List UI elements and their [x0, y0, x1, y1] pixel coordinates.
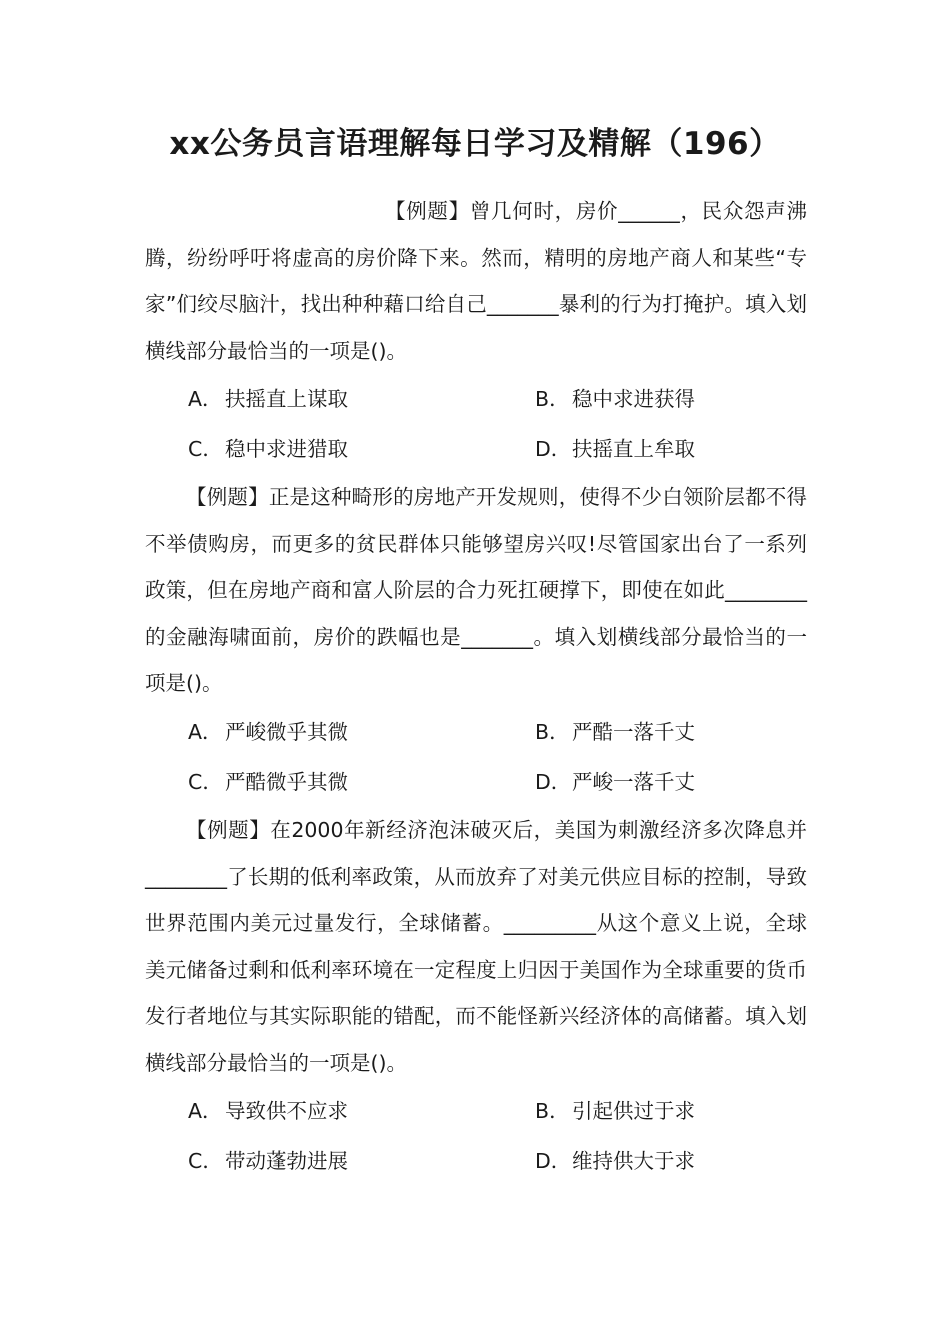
- option-letter: D．: [535, 1149, 572, 1173]
- option-letter: B．: [535, 719, 570, 744]
- option-text: 严酷微乎其微: [225, 769, 348, 794]
- question-stem: 【例题】正是这种畸形的房地产开发规则，使得不少白领阶层都不得不举债购房，而更多的贫民群体只能够望房兴叹!尽管国家出台了一系列政策，但在房地产商和富人阶层的合力死扛硬撑下，即使在如此________的金融海啸面前，房价的跌幅也是_______。填入划横线部分最恰当的一项是()。: [145, 485, 807, 695]
- option-b: [492, 707, 807, 757]
- question-1: [145, 188, 807, 474]
- question-2: [145, 474, 807, 807]
- option-letter: B．: [535, 387, 570, 411]
- option-text: 稳中求进猎取: [225, 437, 348, 461]
- option-text: 稳中求进获得: [572, 387, 695, 411]
- option-d: [492, 757, 807, 807]
- option-a: [145, 707, 492, 757]
- option-b: [492, 374, 807, 424]
- option-a: [145, 374, 492, 424]
- option-text: 扶摇直上牟取: [572, 437, 695, 461]
- option-letter: D．: [535, 769, 572, 794]
- option-letter: A．: [188, 387, 223, 411]
- option-letter: B．: [535, 1099, 570, 1123]
- option-text: 严峻微乎其微: [225, 719, 348, 744]
- option-text: 严酷一落千丈: [572, 719, 695, 744]
- question-options: [145, 707, 807, 807]
- option-d: [492, 1136, 807, 1186]
- option-c: [145, 757, 492, 807]
- option-text: 严峻一落千丈: [572, 769, 695, 794]
- question-stem: 【例题】曾几何时，房价______，民众怨声沸腾，纷纷呼吁将虚高的房价降下来。然而，精明的房地产商人和某些“专家”们绞尽脑汁，找出种种藉口给自己_______暴利的行为打掩护。填入划横线部分最恰当的一项是()。: [145, 199, 807, 363]
- question-3: [145, 807, 807, 1186]
- option-text: 扶摇直上谋取: [225, 387, 348, 411]
- document-title: xx公务员言语理解每日学习及精解（196）: [169, 126, 781, 162]
- question-options: [145, 1086, 807, 1186]
- question-stem: 【例题】在2000年新经济泡沫破灭后，美国为刺激经济多次降息并________了长期的低利率政策，从而放弃了对美元供应目标的控制，导致世界范围内美元过量发行，全球储蓄。_________从这个意义上说，全球美元储备过剩和低利率环境在一定程度上归因于美国作为全球重要的货币发行者地位与其实际职能的错配，而不能怪新兴经济体的高储蓄。填入划横线部分最恰当的一项是()。: [145, 818, 807, 1075]
- option-text: 维持供大于求: [572, 1149, 695, 1173]
- option-text: 带动蓬勃进展: [225, 1149, 348, 1173]
- option-a: [145, 1086, 492, 1136]
- option-c: [145, 1136, 492, 1186]
- option-letter: C．: [188, 1149, 223, 1173]
- option-b: [492, 1086, 807, 1136]
- option-letter: A．: [188, 719, 223, 744]
- option-text: 导致供不应求: [225, 1099, 348, 1123]
- option-text: 引起供过于求: [572, 1099, 695, 1123]
- option-letter: C．: [188, 437, 223, 461]
- option-d: [492, 424, 807, 474]
- option-c: [145, 424, 492, 474]
- option-letter: A．: [188, 1099, 223, 1123]
- option-letter: C．: [188, 769, 223, 794]
- question-options: [145, 374, 807, 474]
- option-letter: D．: [535, 437, 572, 461]
